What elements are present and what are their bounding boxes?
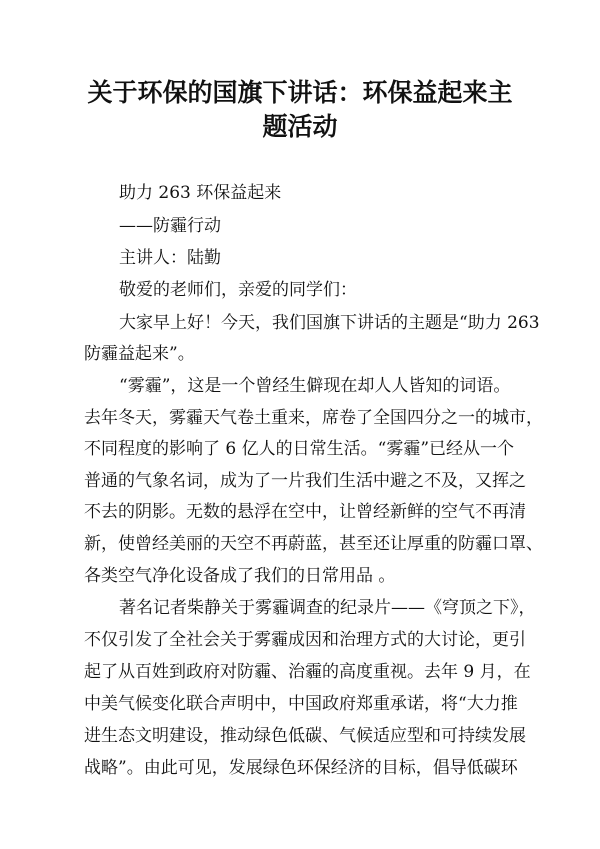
greeting-line: 敬爱的老师们，亲爱的同学们： bbox=[119, 280, 357, 300]
document-title-line-2: 题活动 bbox=[262, 112, 338, 141]
paragraph-line: 不同程度的影响了 6 亿人的日常生活。“雾霾”已经从一个 bbox=[84, 439, 515, 459]
paragraph-line: 著名记者柴静关于雾霾调查的纪录片——《穹顶之下》， bbox=[119, 598, 536, 618]
speech-subheading: ——防霾行动 bbox=[119, 216, 221, 236]
speaker-line: 主讲人：陆勤 bbox=[119, 248, 221, 268]
paragraph-line: 防霾益起来”。 bbox=[84, 344, 195, 364]
paragraph-line: 各类空气净化设备成了我们的日常用品 。 bbox=[84, 566, 396, 586]
paragraph-line: 战略”。由此可见，发展绿色环保经济的目标，倡导低碳环 bbox=[84, 758, 518, 778]
paragraph-line: 进生态文明建设，推动绿色低碳、气候适应型和可持续发展 bbox=[84, 726, 526, 746]
paragraph-line: 大家早上好！今天，我们国旗下讲话的主题是“助力 263 bbox=[119, 313, 540, 333]
paragraph-line: 中美气候变化联合声明中，中国政府郑重承诺，将“大力推 bbox=[84, 694, 518, 714]
paragraph-line: 起了从百姓到政府对防霾、治霾的高度重视。去年 9 月，在 bbox=[84, 662, 531, 682]
paragraph-line: “雾霾”，这是一个曾经生僻现在却人人皆知的词语。 bbox=[119, 376, 511, 396]
paragraph-line: 普通的气象名词，成为了一片我们生活中避之不及，又挥之 bbox=[84, 471, 526, 491]
speech-heading: 助力 263 环保益起来 bbox=[119, 183, 282, 203]
paragraph-line: 不去的阴影。无数的悬浮在空中，让曾经新鲜的空气不再清 bbox=[84, 502, 526, 522]
document-title-line-1: 关于环保的国旗下讲话：环保益起来主 bbox=[87, 78, 513, 107]
paragraph-line: 不仅引发了全社会关于雾霾成因和治理方式的大讨论，更引 bbox=[84, 630, 526, 650]
paragraph-line: 去年冬天，雾霾天气卷土重来，席卷了全国四分之一的城市， bbox=[84, 408, 543, 428]
paragraph-line: 新，使曾经美丽的天空不再蔚蓝，甚至还让厚重的防霾口罩、 bbox=[84, 534, 543, 554]
